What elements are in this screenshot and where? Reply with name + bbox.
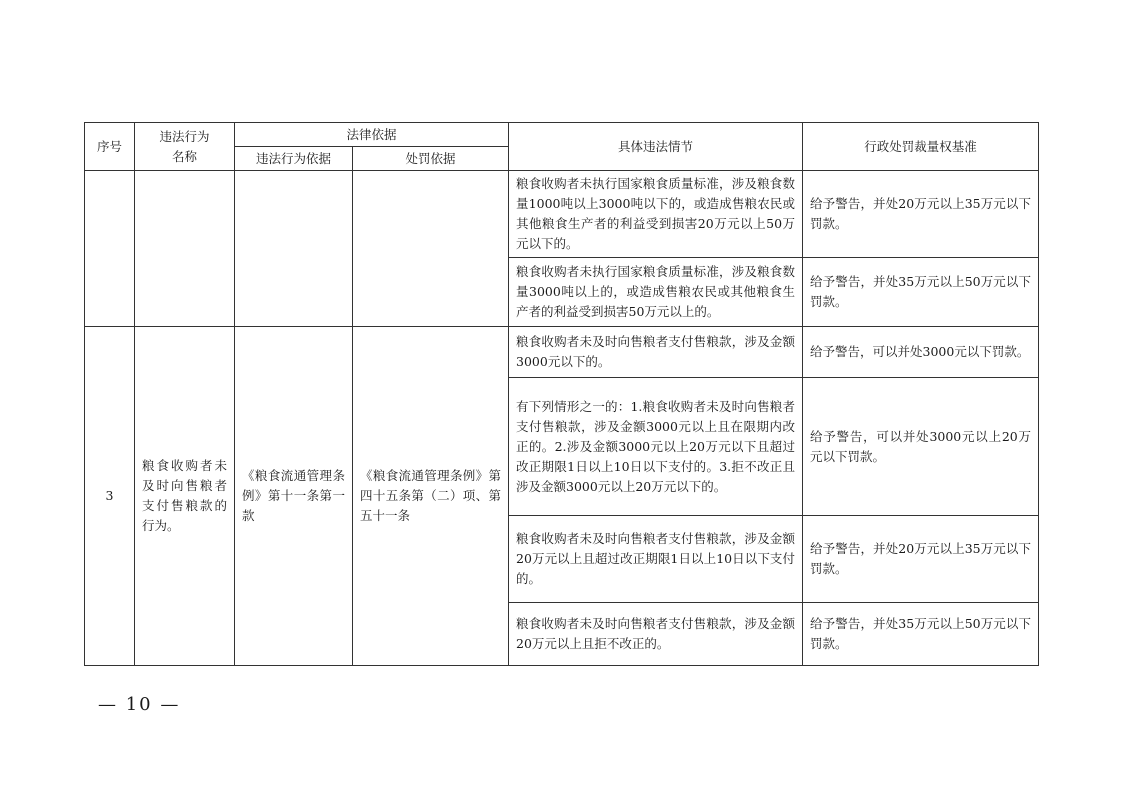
header-violation-basis: 违法行为依据 [235, 147, 353, 171]
header-specific-circumstances: 具体违法情节 [509, 123, 803, 171]
standard-cell: 给予警告，并处35万元以上50万元以下罚款。 [803, 258, 1039, 327]
header-penalty-basis: 处罚依据 [353, 147, 509, 171]
header-legal-basis: 法律依据 [235, 123, 509, 147]
circumstance-cell: 粮食收购者未执行国家粮食质量标准，涉及粮食数量3000吨以上的，或造成售粮农民或其他粮食生产者的利益受到损害50万元以上的。 [509, 258, 803, 327]
circumstance-cell: 粮食收购者未及时向售粮者支付售粮款，涉及金额3000元以下的。 [509, 327, 803, 378]
violation-basis-cell: 《粮食流通管理条例》第十一条第一款 [235, 327, 353, 666]
violation-basis-cell-empty [235, 171, 353, 327]
seq-cell: 3 [85, 327, 135, 666]
circumstance-cell: 粮食收购者未及时向售粮者支付售粮款，涉及金额20万元以上且拒不改正的。 [509, 603, 803, 666]
standard-cell: 给予警告，并处35万元以上50万元以下罚款。 [803, 603, 1039, 666]
table-row [85, 171, 1039, 258]
standard-cell: 给予警告，可以并处3000元以下罚款。 [803, 327, 1039, 378]
standard-cell: 给予警告，并处20万元以上35万元以下罚款。 [803, 171, 1039, 258]
header-seq: 序号 [85, 123, 135, 171]
header-discretion-standard: 行政处罚裁量权基准 [803, 123, 1039, 171]
violation-name-cell-empty [135, 171, 235, 327]
circumstance-cell: 粮食收购者未及时向售粮者支付售粮款，涉及金额20万元以上且超过改正期限1日以上10日以下支付的。 [509, 516, 803, 603]
standard-cell: 给予警告，可以并处3000元以上20万元以下罚款。 [803, 378, 1039, 516]
penalty-basis-cell: 《粮食流通管理条例》第四十五条第（二）项、第五十一条 [353, 327, 509, 666]
penalty-basis-cell-empty [353, 171, 509, 327]
table-row [85, 327, 1039, 378]
violation-name-cell: 粮食收购者未及时向售粮者支付售粮款的行为。 [135, 327, 235, 666]
header-violation-name: 违法行为名称 [135, 123, 235, 171]
circumstance-cell: 有下列情形之一的：1.粮食收购者未及时向售粮者支付售粮款，涉及金额3000元以上且在限期内改正的。2.涉及金额3000元以上20万元以下且超过改正期限1日以上10日以下支付的。3.拒不改正且涉及金额3000元以上20万元以下的。 [509, 378, 803, 516]
circumstance-cell: 粮食收购者未执行国家粮食质量标准，涉及粮食数量1000吨以上3000吨以下的，或造成售粮农民或其他粮食生产者的利益受到损害20万元以上50万元以下的。 [509, 171, 803, 258]
discretion-standard-table [84, 122, 1039, 666]
page-number: — 10 — [98, 694, 181, 715]
seq-cell-empty [85, 171, 135, 327]
standard-cell: 给予警告，并处20万元以上35万元以下罚款。 [803, 516, 1039, 603]
